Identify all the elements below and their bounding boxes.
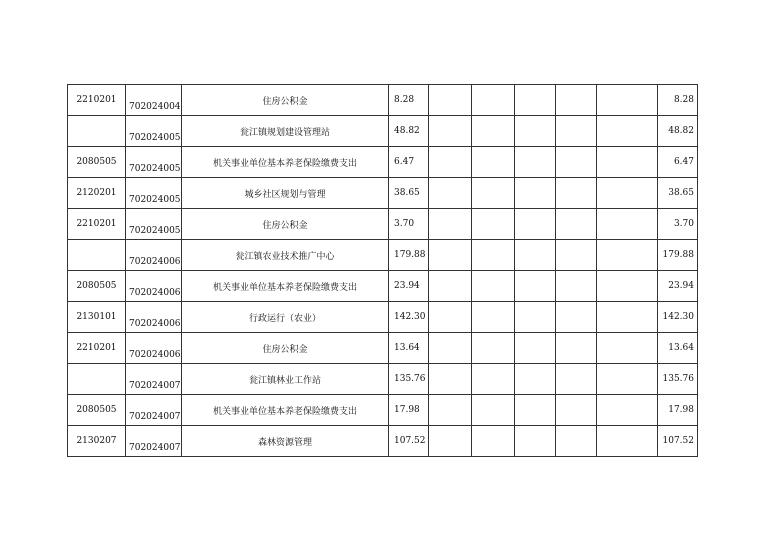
unit-code-cell-text: 702024007 [129, 381, 181, 391]
empty-cell [429, 178, 472, 209]
empty-cell [429, 333, 472, 364]
unit-code-cell [126, 147, 182, 178]
subtotal-amount-cell-text: 8.28 [673, 95, 694, 105]
table-row [68, 178, 698, 209]
total-amount-cell [389, 271, 429, 302]
empty-cell [429, 147, 472, 178]
item-name-cell: 瓮江镇规划建设管理站 [182, 116, 389, 147]
function-code-cell: 2120201 [68, 178, 126, 209]
empty-cell [515, 209, 556, 240]
subtotal-amount-cell-text: 179.88 [662, 250, 694, 260]
item-name-cell: 住房公积金 [182, 333, 389, 364]
total-amount-cell-text: 3.70 [394, 219, 415, 229]
unit-code-cell-text: 702024007 [129, 412, 181, 422]
total-amount-cell-text: 107.52 [394, 436, 426, 446]
subtotal-amount-cell [658, 178, 698, 209]
empty-cell [556, 240, 597, 271]
empty-cell [429, 209, 472, 240]
empty-cell [429, 364, 472, 395]
unit-code-cell [126, 302, 182, 333]
total-amount-cell [389, 85, 429, 116]
total-amount-cell [389, 364, 429, 395]
table-row [68, 271, 698, 302]
subtotal-amount-cell [658, 209, 698, 240]
unit-code-cell [126, 333, 182, 364]
item-name-cell: 机关事业单位基本养老保险缴费支出 [182, 147, 389, 178]
item-name-cell: 瓮江镇林业工作站 [182, 364, 389, 395]
item-name-cell: 机关事业单位基本养老保险缴费支出 [182, 395, 389, 426]
unit-code-cell-text: 702024005 [129, 226, 181, 236]
empty-cell [556, 395, 597, 426]
unit-code-cell [126, 116, 182, 147]
subtotal-amount-cell [658, 395, 698, 426]
table-row [68, 240, 698, 271]
empty-cell [556, 364, 597, 395]
empty-cell [515, 302, 556, 333]
unit-code-cell-text: 702024004 [129, 102, 181, 112]
empty-cell [515, 147, 556, 178]
table-row [68, 333, 698, 364]
function-code-cell: 2210201 [68, 85, 126, 116]
empty-cell [556, 116, 597, 147]
empty-cell [597, 116, 658, 147]
empty-cell [597, 209, 658, 240]
empty-cell [472, 395, 515, 426]
subtotal-amount-cell [658, 364, 698, 395]
table-row [68, 85, 698, 116]
empty-cell [556, 333, 597, 364]
subtotal-amount-cell-text: 107.52 [662, 436, 694, 446]
empty-cell [472, 116, 515, 147]
total-amount-cell [389, 395, 429, 426]
empty-cell [597, 240, 658, 271]
unit-code-cell-text: 702024005 [129, 195, 181, 205]
empty-cell [472, 240, 515, 271]
function-code-cell: 2130101 [68, 302, 126, 333]
table-row [68, 395, 698, 426]
empty-cell [556, 209, 597, 240]
unit-code-cell-text: 702024006 [129, 288, 181, 298]
total-amount-cell-text: 6.47 [394, 157, 415, 167]
total-amount-cell-text: 13.64 [394, 343, 420, 353]
unit-code-cell [126, 85, 182, 116]
unit-code-cell [126, 178, 182, 209]
item-name-cell: 行政运行（农业） [182, 302, 389, 333]
function-code-cell: 2210201 [68, 333, 126, 364]
total-amount-cell-text: 142.30 [394, 312, 426, 322]
empty-cell [556, 85, 597, 116]
total-amount-cell-text: 48.82 [394, 126, 420, 136]
subtotal-amount-cell [658, 147, 698, 178]
total-amount-cell [389, 240, 429, 271]
empty-cell [472, 426, 515, 457]
empty-cell [597, 178, 658, 209]
unit-code-cell-text: 702024006 [129, 350, 181, 360]
empty-cell [556, 147, 597, 178]
empty-cell [515, 395, 556, 426]
empty-cell [556, 302, 597, 333]
empty-cell [472, 364, 515, 395]
table-row [68, 364, 698, 395]
subtotal-amount-cell-text: 17.98 [668, 405, 694, 415]
total-amount-cell-text: 17.98 [394, 405, 420, 415]
function-code-cell: 2130207 [68, 426, 126, 457]
table-row [68, 116, 698, 147]
subtotal-amount-cell-text: 135.76 [662, 374, 694, 384]
empty-cell [429, 240, 472, 271]
subtotal-amount-cell [658, 302, 698, 333]
empty-cell [472, 178, 515, 209]
total-amount-cell [389, 178, 429, 209]
empty-cell [556, 271, 597, 302]
function-code-cell [68, 116, 126, 147]
budget-table [67, 84, 698, 457]
item-name-cell: 住房公积金 [182, 85, 389, 116]
empty-cell [556, 426, 597, 457]
subtotal-amount-cell [658, 271, 698, 302]
empty-cell [515, 364, 556, 395]
empty-cell [597, 395, 658, 426]
empty-cell [515, 426, 556, 457]
table-row [68, 426, 698, 457]
item-name-cell: 瓮江镇农业技术推广中心 [182, 240, 389, 271]
empty-cell [429, 116, 472, 147]
subtotal-amount-cell-text: 38.65 [668, 188, 694, 198]
empty-cell [429, 271, 472, 302]
empty-cell [472, 209, 515, 240]
unit-code-cell-text: 702024005 [129, 164, 181, 174]
empty-cell [597, 85, 658, 116]
total-amount-cell [389, 302, 429, 333]
empty-cell [472, 147, 515, 178]
empty-cell [515, 271, 556, 302]
empty-cell [429, 426, 472, 457]
unit-code-cell [126, 209, 182, 240]
subtotal-amount-cell [658, 426, 698, 457]
total-amount-cell [389, 333, 429, 364]
function-code-cell: 2210201 [68, 209, 126, 240]
total-amount-cell-text: 8.28 [394, 95, 415, 105]
empty-cell [597, 333, 658, 364]
empty-cell [597, 426, 658, 457]
empty-cell [515, 240, 556, 271]
total-amount-cell-text: 23.94 [394, 281, 420, 291]
total-amount-cell [389, 116, 429, 147]
subtotal-amount-cell-text: 48.82 [668, 126, 694, 136]
empty-cell [597, 364, 658, 395]
empty-cell [515, 85, 556, 116]
total-amount-cell-text: 135.76 [394, 374, 426, 384]
empty-cell [515, 116, 556, 147]
subtotal-amount-cell-text: 142.30 [662, 312, 694, 322]
empty-cell [597, 302, 658, 333]
budget-table-body [68, 85, 698, 457]
unit-code-cell-text: 702024006 [129, 319, 181, 329]
total-amount-cell-text: 179.88 [394, 250, 426, 260]
subtotal-amount-cell [658, 240, 698, 271]
subtotal-amount-cell [658, 116, 698, 147]
empty-cell [515, 178, 556, 209]
item-name-cell: 城乡社区规划与管理 [182, 178, 389, 209]
empty-cell [429, 85, 472, 116]
subtotal-amount-cell-text: 3.70 [673, 219, 694, 229]
total-amount-cell [389, 147, 429, 178]
empty-cell [429, 395, 472, 426]
function-code-cell [68, 240, 126, 271]
unit-code-cell [126, 364, 182, 395]
empty-cell [472, 271, 515, 302]
total-amount-cell-text: 38.65 [394, 188, 420, 198]
function-code-cell [68, 364, 126, 395]
table-row [68, 302, 698, 333]
empty-cell [472, 85, 515, 116]
item-name-cell: 森林资源管理 [182, 426, 389, 457]
unit-code-cell [126, 426, 182, 457]
item-name-cell: 机关事业单位基本养老保险缴费支出 [182, 271, 389, 302]
empty-cell [597, 147, 658, 178]
empty-cell [597, 271, 658, 302]
unit-code-cell-text: 702024007 [129, 443, 181, 453]
subtotal-amount-cell [658, 85, 698, 116]
function-code-cell: 2080505 [68, 395, 126, 426]
total-amount-cell [389, 426, 429, 457]
table-row [68, 147, 698, 178]
subtotal-amount-cell [658, 333, 698, 364]
total-amount-cell [389, 209, 429, 240]
empty-cell [472, 302, 515, 333]
function-code-cell: 2080505 [68, 147, 126, 178]
empty-cell [472, 333, 515, 364]
empty-cell [556, 178, 597, 209]
unit-code-cell [126, 395, 182, 426]
unit-code-cell-text: 702024005 [129, 133, 181, 143]
item-name-cell: 住房公积金 [182, 209, 389, 240]
empty-cell [515, 333, 556, 364]
subtotal-amount-cell-text: 13.64 [668, 343, 694, 353]
subtotal-amount-cell-text: 23.94 [668, 281, 694, 291]
table-row [68, 209, 698, 240]
unit-code-cell-text: 702024006 [129, 257, 181, 267]
subtotal-amount-cell-text: 6.47 [673, 157, 694, 167]
unit-code-cell [126, 271, 182, 302]
function-code-cell: 2080505 [68, 271, 126, 302]
unit-code-cell [126, 240, 182, 271]
empty-cell [429, 302, 472, 333]
